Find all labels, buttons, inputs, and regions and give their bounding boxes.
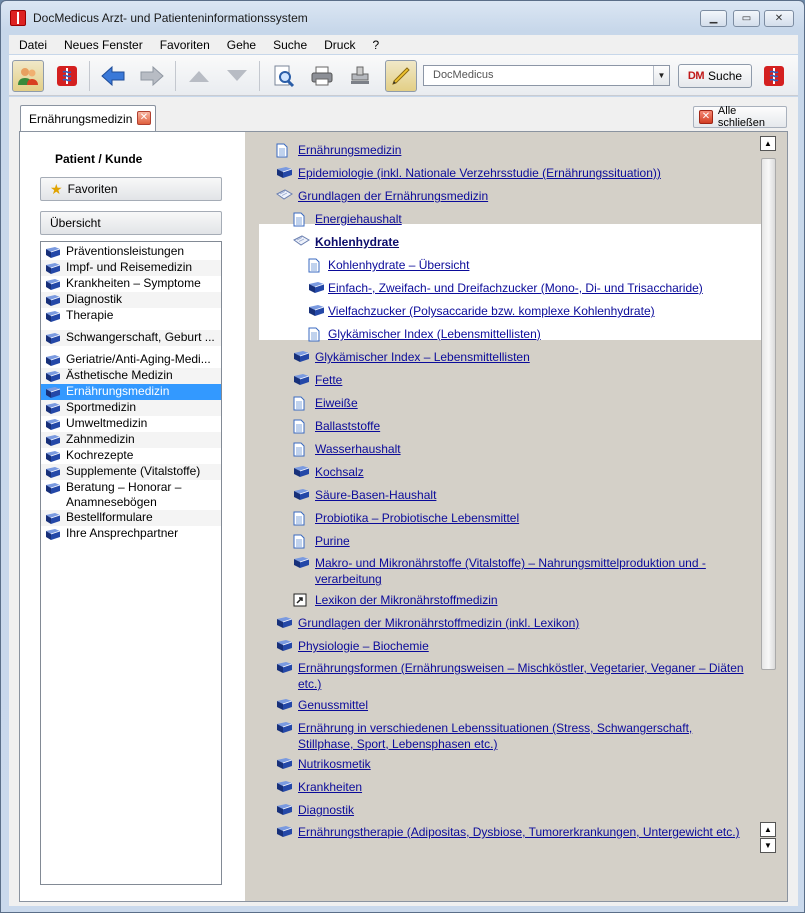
sidebar-item[interactable] <box>41 480 221 510</box>
close-window-button[interactable] <box>764 10 794 27</box>
menu-gehe[interactable]: Gehe <box>226 37 257 52</box>
arrow-left-icon <box>100 65 126 87</box>
menu-neues-fenster[interactable]: Neues Fenster <box>64 37 143 52</box>
sidebar-title: Patient / Kunde <box>55 152 143 166</box>
book-icon[interactable] <box>308 281 325 297</box>
content-frame <box>19 131 788 902</box>
sidebar-item[interactable] <box>41 432 221 448</box>
book-icon[interactable] <box>276 825 293 841</box>
sidebar-item-label: Therapie <box>66 308 114 322</box>
tree-node-link[interactable]: Glykämischer Index (Lebensmittellisten) <box>328 327 541 341</box>
book-icon <box>45 246 61 260</box>
page-icon[interactable] <box>293 511 305 529</box>
tree-node-link[interactable]: Diagnostik <box>298 803 355 817</box>
sidebar-item-label: Beratung – Honorar – Anamnesebögen <box>66 480 182 509</box>
docmedicus-logo-icon <box>762 64 786 88</box>
tree-node-link[interactable]: Vielfachzucker (Polysaccaride bzw. komplexe Kohlenhydrate) <box>328 304 655 318</box>
sidebar-item-label: Ihre Ansprechpartner <box>66 526 179 540</box>
maximize-button[interactable] <box>733 10 760 27</box>
chevron-down-icon[interactable]: ▼ <box>653 66 669 85</box>
sidebar-item-label: Sportmedizin <box>66 400 137 414</box>
tab-close-icon[interactable]: ✕ <box>137 111 151 125</box>
dm-logo-icon: DM <box>687 70 705 82</box>
close-all-button[interactable] <box>693 106 787 128</box>
sidebar-item-label: Präventionsleistungen <box>66 244 185 258</box>
book-icon[interactable] <box>276 780 293 796</box>
menu-druck[interactable]: Druck <box>324 37 356 52</box>
sidebar-item[interactable] <box>41 526 221 542</box>
sidebar-item-label: Ernährungsmedizin <box>66 384 170 398</box>
tree-node-link[interactable]: Kohlenhydrate <box>315 235 400 249</box>
favorites-button[interactable] <box>40 177 222 201</box>
sidebar-item[interactable] <box>41 368 221 384</box>
book-icon[interactable] <box>276 166 293 182</box>
tab-label: Ernährungsmedizin <box>29 112 133 126</box>
sidebar-item-label: Impf- und Reisemedizin <box>66 260 193 274</box>
book-icon <box>45 482 61 498</box>
book-icon <box>45 332 61 346</box>
book-icon[interactable] <box>293 373 310 389</box>
forward-button[interactable] <box>136 60 168 92</box>
book-icon[interactable] <box>276 661 293 677</box>
title-bar <box>1 1 804 35</box>
book-icon <box>45 450 61 464</box>
notes-button[interactable] <box>385 60 417 92</box>
tree-node-link[interactable]: Grundlagen der Mikronährstoffmedizin (inkl. Lexikon) <box>298 616 580 630</box>
menu-suche[interactable]: Suche <box>273 37 308 52</box>
book-icon[interactable] <box>276 639 293 655</box>
page-down-button[interactable] <box>221 60 253 92</box>
pencil-icon <box>389 64 413 88</box>
tree-node-link[interactable]: Fette <box>315 373 343 387</box>
book-icon[interactable] <box>276 616 293 632</box>
arrow-right-icon <box>139 65 165 87</box>
page-icon[interactable] <box>293 419 305 437</box>
book-icon <box>45 418 61 432</box>
page-icon[interactable] <box>293 534 305 552</box>
docmedicus-logo-icon <box>55 64 79 88</box>
book-icon <box>45 370 61 384</box>
page-icon[interactable] <box>293 212 305 230</box>
tree-node-link[interactable]: Energiehaushalt <box>315 212 402 226</box>
tree-node-link[interactable]: Einfach-, Zweifach- und Dreifachzucker (Mono-, Di- und Trisaccharide) <box>328 281 703 295</box>
topic-tree-panel <box>245 132 787 901</box>
topic-tree <box>253 136 767 854</box>
tree-node-link[interactable]: Ernährung in verschiedenen Lebenssituationen (Stress, Schwangerschaft, Stillphase, Sport, Lebensphasen etc.) <box>298 721 693 751</box>
triangle-up-icon <box>187 69 211 83</box>
sidebar <box>20 132 245 901</box>
tree-node-link[interactable]: Makro- und Mikronährstoffe (Vitalstoffe) – Nahrungsmittelproduktion und -verarbeitung <box>315 556 706 586</box>
category-list <box>40 241 222 885</box>
menu-help[interactable]: ? <box>372 37 380 52</box>
tree-node-link[interactable]: Ballaststoffe <box>315 419 381 433</box>
tree-node-link[interactable]: Ernährungsmedizin <box>298 143 402 157</box>
book-icon[interactable] <box>276 698 293 714</box>
tree-node-link[interactable]: Kochsalz <box>315 465 364 479</box>
triangle-down-icon <box>225 69 249 83</box>
book-icon <box>45 354 61 368</box>
book-icon <box>45 262 61 276</box>
star-icon: ★ <box>50 180 63 197</box>
app-logo-icon <box>10 10 26 26</box>
sidebar-item-label: Diagnostik <box>66 292 123 306</box>
menu-bar <box>9 35 798 54</box>
tree-node-link[interactable]: Nutrikosmetik <box>298 757 371 771</box>
sidebar-item[interactable] <box>41 260 221 276</box>
sidebar-item[interactable] <box>41 330 221 346</box>
sidebar-item[interactable] <box>41 400 221 416</box>
book-icon[interactable] <box>293 465 310 481</box>
open-book-icon[interactable] <box>276 189 293 205</box>
close-icon: ✕ <box>774 13 784 24</box>
tree-node-link[interactable]: Wasserhaushalt <box>315 442 401 456</box>
page-icon[interactable] <box>293 442 305 460</box>
sidebar-item-label: Krankheiten – Symptome <box>66 276 201 290</box>
book-icon[interactable] <box>293 350 310 366</box>
sidebar-item-label: Umweltmedizin <box>66 416 148 430</box>
tree-node-link[interactable]: Genussmittel <box>298 698 369 712</box>
menu-favoriten[interactable]: Favoriten <box>159 37 210 52</box>
sidebar-item[interactable] <box>41 510 221 526</box>
tree-node-link[interactable]: Purine <box>315 534 350 548</box>
book-icon <box>45 512 61 526</box>
book-icon <box>45 528 61 542</box>
page-icon[interactable] <box>308 258 320 276</box>
book-icon <box>45 278 61 292</box>
overview-button[interactable] <box>40 211 222 235</box>
tree-node-link[interactable]: Ernährungstherapie (Adipositas, Dysbiose, Tumorerkrankungen, Untergewicht etc.) <box>298 825 740 839</box>
vertical-scrollbar[interactable] <box>760 136 777 854</box>
tools-button[interactable] <box>344 60 376 92</box>
book-icon[interactable] <box>276 757 293 773</box>
book-icon <box>45 434 61 448</box>
tree-node-link[interactable]: Epidemiologie (inkl. Nationale Verzehrsstudie (Ernährungssituation)) <box>298 166 661 180</box>
search-combo[interactable] <box>423 65 670 86</box>
printer-icon <box>310 64 334 88</box>
sidebar-item-label: Bestellformulare <box>66 510 153 524</box>
tree-node-link[interactable]: Kohlenhydrate – Übersicht <box>328 258 470 272</box>
users-icon <box>16 64 40 88</box>
sidebar-item-label: Schwangerschaft, Geburt ... <box>66 330 215 344</box>
tree-node-link[interactable]: Physiologie – Biochemie <box>298 639 429 653</box>
sidebar-item-label: Ästhetische Medizin <box>66 368 173 382</box>
tree-node-link[interactable]: Glykämischer Index – Lebensmittellisten <box>315 350 530 364</box>
docmedicus-info-button[interactable] <box>758 60 790 92</box>
book-icon <box>45 294 61 308</box>
open-book-icon[interactable] <box>293 235 310 251</box>
tab-ernaehrungsmedizin[interactable] <box>20 105 156 131</box>
book-icon <box>45 310 61 324</box>
tree-node-link[interactable]: Probiotika – Probiotische Lebensmittel <box>315 511 520 525</box>
search-button-label: Suche <box>708 69 743 83</box>
scroll-thumb[interactable] <box>761 158 776 670</box>
back-button[interactable] <box>97 60 129 92</box>
book-icon <box>45 402 61 416</box>
overview-label: Übersicht <box>50 216 101 230</box>
tree-node-link[interactable]: Krankheiten <box>298 780 363 794</box>
toolbar <box>9 55 798 96</box>
print-button[interactable] <box>306 60 338 92</box>
menu-datei[interactable]: Datei <box>19 37 48 52</box>
scroll-up-icon[interactable]: ▲ <box>760 822 776 837</box>
tree-node-link[interactable]: Eiweiße <box>315 396 358 410</box>
book-icon[interactable] <box>308 304 325 320</box>
page-icon[interactable] <box>276 143 288 161</box>
page-up-button[interactable] <box>183 60 215 92</box>
sidebar-item[interactable] <box>41 464 221 480</box>
tree-node-link[interactable]: Säure-Basen-Haushalt <box>315 488 437 502</box>
page-icon[interactable] <box>308 327 320 345</box>
sidebar-item[interactable] <box>41 384 221 400</box>
search-combo-value: DocMedicus <box>433 69 494 81</box>
book-icon[interactable] <box>293 556 310 572</box>
sidebar-item[interactable] <box>41 416 221 432</box>
patient-button[interactable] <box>12 60 44 92</box>
magnifier-page-icon <box>272 64 296 88</box>
window-title: DocMedicus Arzt- und Patienteninformationssystem <box>33 11 308 25</box>
docmedicus-home-button[interactable] <box>51 60 83 92</box>
book-icon <box>45 386 61 400</box>
search-button[interactable] <box>678 64 752 88</box>
minimize-icon: ▁ <box>709 13 718 24</box>
book-icon[interactable] <box>276 721 293 737</box>
sidebar-item[interactable] <box>41 276 221 292</box>
scroll-down-icon[interactable]: ▼ <box>760 838 776 853</box>
scroll-up-icon[interactable]: ▲ <box>760 136 776 151</box>
main-area <box>9 97 798 906</box>
sidebar-item-label: Zahnmedizin <box>66 432 135 446</box>
favorites-label: Favoriten <box>67 182 118 196</box>
sidebar-item[interactable] <box>41 244 221 260</box>
close-all-label: Alle schließen <box>717 105 765 129</box>
close-all-icon: ✕ <box>699 110 713 124</box>
sidebar-item[interactable] <box>41 292 221 308</box>
sidebar-item-label: Supplemente (Vitalstoffe) <box>66 464 201 478</box>
book-icon <box>45 466 61 480</box>
sidebar-item-label: Geriatrie/Anti-Aging-Medi... <box>66 352 211 366</box>
book-icon[interactable] <box>293 488 310 504</box>
maximize-icon: ▭ <box>741 13 752 24</box>
sidebar-item[interactable] <box>41 352 221 368</box>
tree-node-link[interactable]: Lexikon der Mikronährstoffmedizin <box>315 593 498 607</box>
sidebar-item-label: Kochrezepte <box>66 448 134 462</box>
preview-button[interactable] <box>268 60 300 92</box>
page-icon[interactable] <box>293 396 305 414</box>
tree-node-link[interactable]: Grundlagen der Ernährungsmedizin <box>298 189 489 203</box>
sidebar-item[interactable] <box>41 308 221 324</box>
tree-node-link[interactable]: Ernährungsformen (Ernährungsweisen – Mischköstler, Vegetarier, Veganer – Diäten etc.) <box>298 661 744 691</box>
book-icon[interactable] <box>276 803 293 819</box>
minimize-button[interactable] <box>700 10 727 27</box>
external-link-icon[interactable] <box>293 593 307 610</box>
sidebar-item[interactable] <box>41 448 221 464</box>
stamp-icon <box>348 64 372 88</box>
